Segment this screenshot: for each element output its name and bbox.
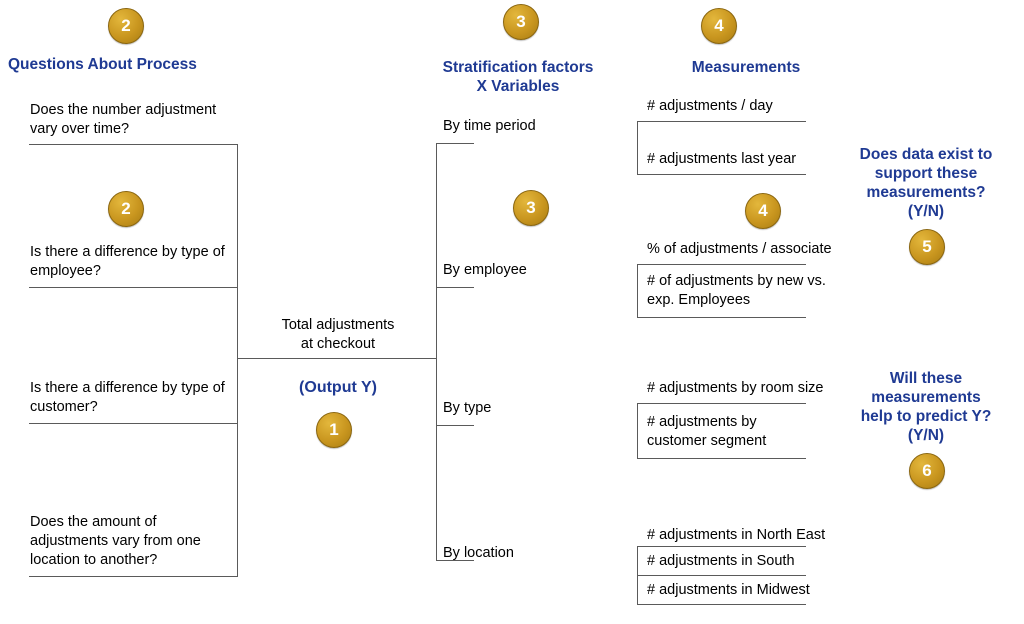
badge-4-measurements-mid: 4 — [745, 193, 781, 229]
factor-by-location: By location — [443, 545, 514, 561]
stratification-bracket-spine — [436, 143, 437, 560]
measure-location-3-underline — [637, 604, 806, 605]
measure-time-2-underline — [637, 174, 806, 175]
badge-1-output: 1 — [316, 412, 352, 448]
center-label-line2: at checkout — [300, 336, 376, 352]
badge-3-stratification: 3 — [503, 4, 539, 40]
question-2-line1: Is there a difference by type of — [30, 244, 225, 260]
factor-by-type: By type — [443, 400, 492, 416]
measure-group-time-spine — [637, 121, 638, 174]
measure-location-2-underline — [637, 575, 806, 576]
question-4-line2: adjustments vary from one — [30, 533, 201, 549]
heading-stratification-line1: Stratification factors — [442, 59, 594, 76]
factor-by-time-period: By time period — [443, 118, 536, 134]
heading-measurements: Measurements — [691, 59, 801, 76]
measure-type-1-underline — [637, 403, 806, 404]
side-question-predict-line4: (Y/N) — [907, 427, 945, 444]
measure-employee-2-line2: exp. Employees — [647, 292, 751, 308]
question-1-line2: vary over time? — [30, 121, 130, 137]
measure-type-1: # adjustments by room size — [647, 380, 824, 396]
question-2-underline — [29, 287, 238, 288]
badge-2-questions-mid: 2 — [108, 191, 144, 227]
badge-5-data-exists: 5 — [909, 229, 945, 265]
output-y-label: (Output Y) — [299, 379, 377, 396]
question-2-line2: employee? — [30, 263, 101, 279]
measure-location-3: # adjustments in Midwest — [647, 582, 810, 598]
factor-by-employee: By employee — [443, 262, 527, 278]
measure-group-type-spine — [637, 403, 638, 458]
factor-1-stub — [436, 143, 474, 144]
measure-type-2-underline — [637, 458, 806, 459]
side-question-data-exists-line1: Does data exist to — [859, 146, 993, 163]
measure-type-2-line1: # adjustments by — [647, 414, 757, 430]
side-question-data-exists-line3: measurements? — [866, 184, 986, 201]
question-4-line1: Does the amount of — [30, 514, 157, 530]
left-bracket-spine — [237, 144, 238, 576]
heading-stratification-line2: X Variables — [476, 78, 560, 95]
factor-2-stub — [436, 287, 474, 288]
center-label-line1: Total adjustments — [281, 317, 395, 333]
measure-employee-1-underline — [637, 264, 806, 265]
side-question-data-exists-line2: support these — [874, 165, 978, 182]
badge-4-measurements: 4 — [701, 8, 737, 44]
measure-time-1-underline — [637, 121, 806, 122]
heading-questions: Questions About Process — [8, 56, 197, 73]
side-question-predict-line1: Will these — [889, 370, 963, 387]
measure-employee-1: % of adjustments / associate — [647, 241, 832, 257]
measure-location-1-underline — [637, 546, 806, 547]
measure-time-1: # adjustments / day — [647, 98, 773, 114]
question-1-line1: Does the number adjustment — [30, 102, 217, 118]
measure-type-2-line2: customer segment — [647, 433, 767, 449]
badge-2-questions: 2 — [108, 8, 144, 44]
question-3-underline — [29, 423, 238, 424]
badge-6-predict: 6 — [909, 453, 945, 489]
measure-group-employee-spine — [637, 264, 638, 317]
question-3-line1: Is there a difference by type of — [30, 380, 225, 396]
question-1-underline — [29, 144, 238, 145]
side-question-predict-line3: help to predict Y? — [860, 408, 992, 425]
badge-3-stratification-mid: 3 — [513, 190, 549, 226]
measure-location-2: # adjustments in South — [647, 553, 795, 569]
question-4-underline — [29, 576, 238, 577]
measure-employee-2-underline — [637, 317, 806, 318]
center-connector-line — [237, 358, 437, 359]
measure-employee-2-line1: # of adjustments by new vs. — [647, 273, 826, 289]
question-3-line2: customer? — [30, 399, 98, 415]
factor-3-stub — [436, 425, 474, 426]
side-question-predict-line2: measurements — [871, 389, 981, 406]
question-4-line3: location to another? — [30, 552, 158, 568]
measure-time-2: # adjustments last year — [647, 151, 797, 167]
measure-location-1: # adjustments in North East — [647, 527, 826, 543]
side-question-data-exists-line4: (Y/N) — [907, 203, 945, 220]
